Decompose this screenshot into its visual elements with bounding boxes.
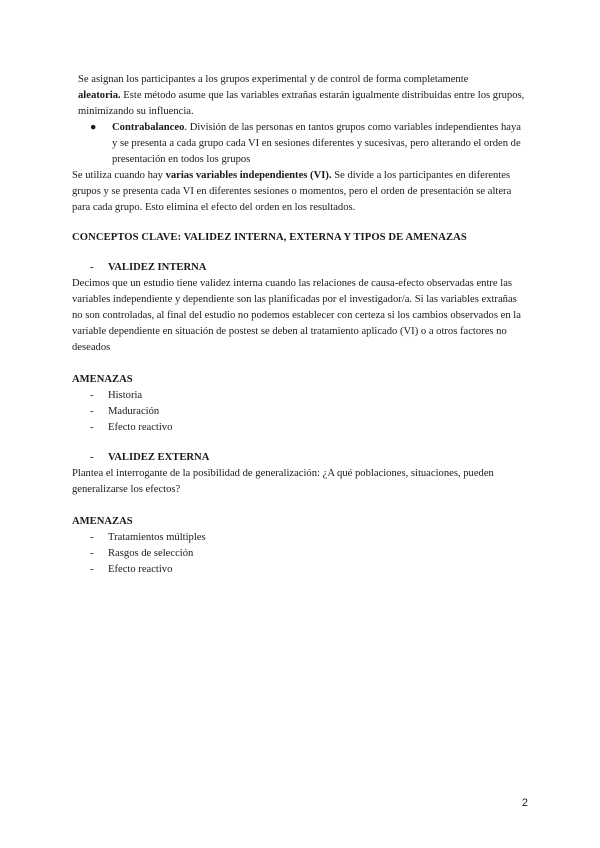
validez-interna-heading bbox=[90, 260, 528, 276]
contrabalanceo-description: . División de las personas en tantos grupos como variables independientes haya y se presenta a cada grupo cada VI en sesiones diferentes y sucesivas, pero alterando el orden de presentación en todos los grupos bbox=[112, 122, 521, 165]
list-item-text: Maduración bbox=[108, 406, 160, 417]
list-item: - Efecto reactivo bbox=[90, 562, 528, 578]
dash-marker: - bbox=[90, 262, 94, 273]
intro-rest: Este método asume que las variables extrañas estarán igualmente distribuidas entre los grupos, minimizando su influencia. bbox=[78, 90, 525, 117]
intro-paragraph bbox=[72, 72, 528, 120]
document-page bbox=[72, 72, 528, 578]
validez-externa-text: Plantea el interrogante de la posibilidad de generalización: ¿A qué poblaciones, situaciones, pueden generalizarse los efectos? bbox=[72, 468, 494, 495]
list-item: - Historia bbox=[90, 388, 528, 404]
list-item: - Rasgos de selección bbox=[90, 546, 528, 562]
varias-post: Se divide a los participantes en diferentes grupos y se presenta cada VI en diferentes sesiones o momentos, pero el orden de presentación se altera para cada grupo. Esto elimina el efecto del orden en los resultados. bbox=[72, 170, 512, 213]
validez-externa-title: VALIDEZ EXTERNA bbox=[108, 452, 210, 463]
list-item: - Efecto reactivo bbox=[90, 420, 528, 436]
list-item-text: Rasgos de selección bbox=[108, 548, 194, 559]
list-item-text: Tratamientos múltiples bbox=[108, 532, 206, 543]
intro-bold: aleatoria. bbox=[78, 90, 121, 101]
page-number: 2 bbox=[521, 797, 528, 809]
contrabalanceo-text bbox=[112, 120, 528, 168]
validez-externa-heading bbox=[90, 450, 528, 466]
amenazas-list-1 bbox=[72, 388, 528, 436]
list-item: - Maduración bbox=[90, 404, 528, 420]
dash-marker: - bbox=[90, 452, 94, 463]
validez-interna-text: Decimos que un estudio tiene validez interna cuando las relaciones de causa-efecto observadas entre las variables independiente y dependiente son las planificadas por el investigador/a. Si las variables extrañas no son controladas, al final del estudio no podemos establecer con certeza si los cambios observados en la variable dependiente en situación de postest se deben al tratamiento aplicado (VI) o a otros factores no deseados bbox=[72, 278, 521, 353]
contrabalanceo-term: Contrabalanceo bbox=[112, 122, 185, 133]
amenazas-heading-1: AMENAZAS bbox=[72, 374, 133, 385]
intro-line: Se asignan los participantes a los grupos experimental y de control de forma completamente bbox=[78, 74, 469, 85]
varias-vi-paragraph bbox=[72, 168, 528, 216]
validez-interna-title: VALIDEZ INTERNA bbox=[108, 262, 207, 273]
list-item-text: Efecto reactivo bbox=[108, 422, 173, 433]
contrabalanceo-bullet bbox=[90, 120, 528, 168]
varias-bold: varias variables independientes (VI). bbox=[165, 170, 332, 181]
main-heading: CONCEPTOS CLAVE: VALIDEZ INTERNA, EXTERNA Y TIPOS DE AMENAZAS bbox=[72, 232, 467, 243]
varias-pre: Se utiliza cuando hay bbox=[72, 170, 166, 181]
list-item: - Tratamientos múltiples bbox=[90, 530, 528, 546]
list-item-text: Efecto reactivo bbox=[108, 564, 173, 575]
amenazas-heading-2: AMENAZAS bbox=[72, 516, 133, 527]
list-item-text: Historia bbox=[108, 390, 143, 401]
amenazas-list-2 bbox=[72, 530, 528, 578]
bullet-icon: ● bbox=[90, 122, 97, 133]
